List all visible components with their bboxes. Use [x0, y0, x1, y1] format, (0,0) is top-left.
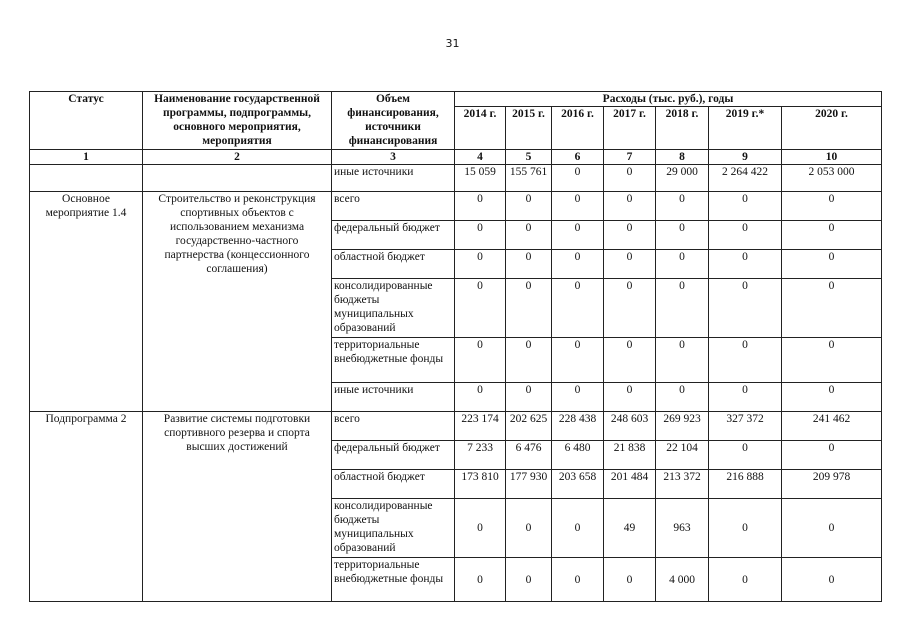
header-year: 2018 г.	[656, 107, 709, 150]
value-cell: 29 000	[656, 165, 709, 192]
header-status: Статус	[30, 92, 143, 150]
value-cell: 0	[552, 221, 604, 250]
value-cell: 49	[604, 499, 656, 558]
value-cell: 0	[782, 250, 882, 279]
page-number: 31	[445, 37, 460, 50]
value-cell: 209 978	[782, 470, 882, 499]
value-cell: 0	[552, 279, 604, 338]
header-year: 2017 г.	[604, 107, 656, 150]
value-cell: 202 625	[506, 412, 552, 441]
value-cell: 2 264 422	[709, 165, 782, 192]
value-cell: 0	[506, 192, 552, 221]
value-cell: 0	[782, 279, 882, 338]
value-cell: 0	[506, 250, 552, 279]
header-year: 2019 г.*	[709, 107, 782, 150]
value-cell: 963	[656, 499, 709, 558]
status-cell: Основное мероприятие 1.4	[30, 192, 143, 412]
budget-table	[29, 91, 882, 602]
column-index: 10	[782, 150, 882, 165]
header-year: 2014 г.	[455, 107, 506, 150]
status-cell	[30, 165, 143, 192]
header-expenses: Расходы (тыс. руб.), годы	[455, 92, 882, 107]
value-cell: 15 059	[455, 165, 506, 192]
value-cell: 0	[709, 441, 782, 470]
value-cell: 0	[782, 441, 882, 470]
value-cell: 0	[552, 338, 604, 383]
value-cell: 0	[455, 499, 506, 558]
source-cell: консолидированные бюджеты муниципальных образований	[332, 499, 455, 558]
value-cell: 0	[455, 279, 506, 338]
value-cell: 0	[455, 558, 506, 602]
value-cell: 0	[782, 499, 882, 558]
table-row	[30, 165, 882, 192]
value-cell: 177 930	[506, 470, 552, 499]
value-cell: 0	[552, 165, 604, 192]
table-row	[30, 192, 882, 221]
status-cell: Подпрограмма 2	[30, 412, 143, 602]
source-cell: федеральный бюджет	[332, 221, 455, 250]
value-cell: 0	[656, 383, 709, 412]
value-cell: 269 923	[656, 412, 709, 441]
value-cell: 2 053 000	[782, 165, 882, 192]
header-year: 2015 г.	[506, 107, 552, 150]
value-cell: 0	[604, 250, 656, 279]
value-cell: 0	[709, 250, 782, 279]
value-cell: 0	[552, 558, 604, 602]
value-cell: 0	[656, 250, 709, 279]
source-cell: всего	[332, 192, 455, 221]
header-year: 2016 г.	[552, 107, 604, 150]
column-index: 5	[506, 150, 552, 165]
value-cell: 248 603	[604, 412, 656, 441]
column-index: 6	[552, 150, 604, 165]
column-index: 3	[332, 150, 455, 165]
value-cell: 0	[604, 558, 656, 602]
value-cell: 0	[709, 192, 782, 221]
value-cell: 0	[455, 250, 506, 279]
value-cell: 0	[604, 338, 656, 383]
value-cell: 0	[455, 221, 506, 250]
value-cell: 201 484	[604, 470, 656, 499]
column-index: 8	[656, 150, 709, 165]
table-row	[30, 412, 882, 441]
header-name: Наименование государственной программы, подпрограммы, основного мероприятия, мероприятия	[143, 92, 332, 150]
value-cell: 0	[604, 221, 656, 250]
value-cell: 0	[709, 558, 782, 602]
value-cell: 22 104	[656, 441, 709, 470]
column-index: 7	[604, 150, 656, 165]
name-cell: Развитие системы подготовки спортивного резерва и спорта высших достижений	[143, 412, 332, 602]
column-index: 4	[455, 150, 506, 165]
source-cell: областной бюджет	[332, 470, 455, 499]
value-cell: 0	[604, 279, 656, 338]
value-cell: 0	[782, 558, 882, 602]
value-cell: 155 761	[506, 165, 552, 192]
value-cell: 241 462	[782, 412, 882, 441]
value-cell: 21 838	[604, 441, 656, 470]
value-cell: 213 372	[656, 470, 709, 499]
source-cell: федеральный бюджет	[332, 441, 455, 470]
value-cell: 203 658	[552, 470, 604, 499]
value-cell: 0	[782, 221, 882, 250]
value-cell: 173 810	[455, 470, 506, 499]
value-cell: 0	[506, 279, 552, 338]
value-cell: 0	[656, 279, 709, 338]
value-cell: 0	[506, 558, 552, 602]
value-cell: 0	[656, 192, 709, 221]
source-cell: территориальные внебюджетные фонды	[332, 558, 455, 602]
value-cell: 0	[506, 221, 552, 250]
value-cell: 216 888	[709, 470, 782, 499]
value-cell: 0	[656, 221, 709, 250]
value-cell: 0	[455, 383, 506, 412]
value-cell: 0	[604, 165, 656, 192]
value-cell: 0	[604, 192, 656, 221]
column-index: 2	[143, 150, 332, 165]
source-cell: иные источники	[332, 165, 455, 192]
value-cell: 0	[782, 192, 882, 221]
value-cell: 0	[506, 383, 552, 412]
value-cell: 4 000	[656, 558, 709, 602]
source-cell: всего	[332, 412, 455, 441]
value-cell: 0	[552, 192, 604, 221]
value-cell: 7 233	[455, 441, 506, 470]
column-index: 9	[709, 150, 782, 165]
value-cell: 0	[455, 192, 506, 221]
value-cell: 0	[782, 338, 882, 383]
value-cell: 6 480	[552, 441, 604, 470]
value-cell: 0	[552, 250, 604, 279]
value-cell: 0	[656, 338, 709, 383]
name-cell: Строительство и реконструкция спортивных объектов с использованием механизма государственно-частного партнерства (концессионного соглашения)	[143, 192, 332, 412]
value-cell: 223 174	[455, 412, 506, 441]
header-year: 2020 г.	[782, 107, 882, 150]
header-volume: Объем финансирования, источники финансирования	[332, 92, 455, 150]
value-cell: 0	[552, 383, 604, 412]
column-index: 1	[30, 150, 143, 165]
value-cell: 0	[552, 499, 604, 558]
value-cell: 0	[506, 499, 552, 558]
value-cell: 0	[506, 338, 552, 383]
source-cell: территориальные внебюджетные фонды	[332, 338, 455, 383]
value-cell: 0	[709, 499, 782, 558]
source-cell: иные источники	[332, 383, 455, 412]
value-cell: 327 372	[709, 412, 782, 441]
value-cell: 0	[709, 221, 782, 250]
value-cell: 6 476	[506, 441, 552, 470]
source-cell: областной бюджет	[332, 250, 455, 279]
value-cell: 228 438	[552, 412, 604, 441]
source-cell: консолидированные бюджеты муниципальных образований	[332, 279, 455, 338]
value-cell: 0	[709, 383, 782, 412]
value-cell: 0	[709, 279, 782, 338]
value-cell: 0	[604, 383, 656, 412]
value-cell: 0	[782, 383, 882, 412]
value-cell: 0	[709, 338, 782, 383]
value-cell: 0	[455, 338, 506, 383]
name-cell	[143, 165, 332, 192]
